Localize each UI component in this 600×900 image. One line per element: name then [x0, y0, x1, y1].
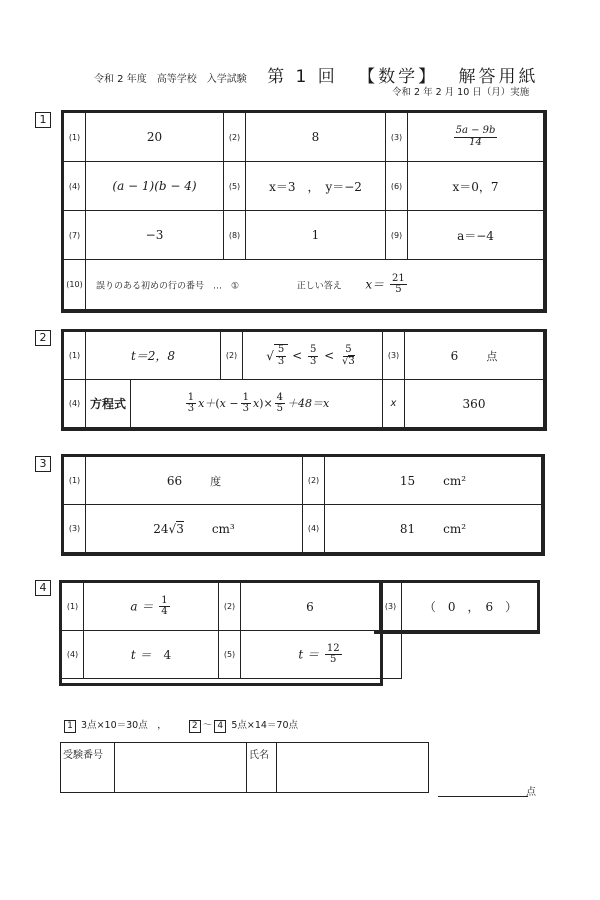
q2-4-f1-num: 1: [187, 391, 195, 403]
q1-5-answer: x＝3 ， y＝−2: [246, 162, 386, 211]
q3-4-answer: [325, 505, 542, 553]
q4-3-label: (3): [380, 583, 402, 631]
section-1-number: 1: [35, 112, 51, 128]
q2-3-answer: [405, 332, 544, 380]
score-line: [438, 795, 528, 797]
section-1-table: [63, 112, 544, 310]
exam-number-field[interactable]: [115, 743, 247, 793]
q2-2-lt-2: <: [324, 348, 335, 363]
q2-4-equation-label: 方程式: [86, 380, 131, 428]
round-title: 第 1 回: [267, 67, 338, 87]
q2-1-label: (1): [64, 332, 86, 380]
q3-2-value: 15: [399, 473, 416, 488]
section-2-table: [63, 331, 544, 428]
student-info-table: [60, 742, 429, 793]
q2-3-label: (3): [383, 332, 405, 380]
q2-2-label: (2): [221, 332, 243, 380]
q1-9-label: (9): [386, 211, 408, 260]
q2-2-answer: [243, 332, 383, 380]
q1-8-label: (8): [224, 211, 246, 260]
q2-4-f3-den: 5: [276, 403, 284, 414]
q1-10-variable: x＝: [365, 277, 385, 291]
q3-3-answer: 24√3 cm³: [86, 505, 303, 553]
section-4-table: [61, 582, 540, 679]
q1-3-label: (3): [386, 113, 408, 162]
exam-title: 令和 2 年度 高等学校 入学試験: [94, 74, 247, 85]
q1-1-label: (1): [64, 113, 86, 162]
q2-4-f1-den: 3: [187, 403, 195, 414]
q4-2-answer: 6: [241, 583, 380, 631]
q1-3-answer: [408, 113, 544, 162]
q4-1-den: 4: [161, 606, 168, 617]
q2-4-term-b: x −: [219, 396, 239, 410]
q3-3-label: (3): [64, 505, 86, 553]
q1-10-numerator: 21: [392, 272, 405, 284]
q2-1-answer: t＝2，8: [86, 332, 221, 380]
scoring-box-4: 4: [214, 720, 226, 733]
q2-4-equation: $\frac{1}{3}$ x＋(x − $\frac{1}{3}$ x)× $\frac{4}{5}$ ＋48＝x: [131, 380, 383, 428]
q2-4-term-c: x: [252, 396, 260, 410]
q3-1-label: (1): [64, 457, 86, 505]
q2-2-frac-den: 3: [309, 355, 317, 367]
q1-8-answer: 1: [246, 211, 386, 260]
q1-4-label: (4): [64, 162, 86, 211]
q3-2-label: (2): [303, 457, 325, 505]
subject-title: 【数学】: [358, 67, 439, 87]
q1-10-correct-label: 正しい答え: [296, 281, 342, 291]
q4-3-answer: （ 0 ， 6 ）: [402, 583, 540, 631]
q1-6-answer: x＝0，7: [408, 162, 544, 211]
q1-10-answer: [86, 260, 544, 310]
q4-4-variable: t ＝: [130, 648, 152, 662]
q4-4-value: 4: [163, 648, 172, 662]
scoring-box-2: 2: [189, 720, 201, 733]
scoring-note: [62, 717, 298, 733]
q2-2-lt-1: <: [292, 348, 303, 363]
score-label: 点: [526, 787, 536, 798]
q1-3-numerator: 5a − 9b: [455, 125, 496, 136]
sheet-title: 解答用紙: [458, 67, 539, 87]
q1-10-label: (10): [64, 260, 86, 310]
q3-4-unit: cm²: [443, 521, 467, 536]
q4-5-label: (5): [219, 631, 241, 679]
q3-1-value: 66: [166, 473, 183, 488]
q3-1-unit: 度: [210, 474, 222, 488]
scoring-text-2: 5点×14＝70点: [231, 720, 299, 731]
q1-10-error-line: 誤りのある初めの行の番号 … ①: [96, 281, 240, 291]
q3-2-answer: [325, 457, 542, 505]
q3-4-value: 81: [399, 521, 416, 536]
q2-4-term-a: x＋: [198, 396, 216, 410]
exam-date: 令和 2 年 2 月 10 日（月）実施: [392, 87, 530, 98]
name-field[interactable]: [277, 743, 429, 793]
section-4-number: 4: [35, 580, 51, 596]
q2-4-term-d: ＋48＝x: [287, 396, 330, 410]
q2-2-frac2-den-root: 3: [348, 355, 355, 367]
q3-4-label: (4): [303, 505, 325, 553]
section-3-number: 3: [35, 456, 51, 472]
q1-10-denominator: 5: [395, 284, 402, 295]
q4-4-answer: [84, 631, 219, 679]
q2-2-frac2-den: √3: [342, 355, 355, 367]
scoring-tilde: 〜: [202, 720, 213, 731]
q1-4-answer: (a − 1)(b − 4): [86, 162, 224, 211]
q4-5-answer: [241, 631, 402, 679]
q1-7-answer: −3: [86, 211, 224, 260]
q1-3-denominator: 14: [469, 136, 482, 148]
q2-4-f2-num: 1: [242, 391, 249, 403]
q4-1-variable: a ＝: [130, 599, 154, 613]
q4-5-den: 5: [330, 654, 337, 665]
q3-3-root: 3: [176, 521, 184, 536]
q2-3-unit: 点: [486, 349, 498, 363]
q1-1-answer: 20: [86, 113, 224, 162]
q4-5-variable: t ＝: [298, 647, 320, 661]
q1-6-label: (6): [386, 162, 408, 211]
name-label: 氏名: [247, 743, 277, 793]
scoring-text-1: 3点×10＝30点 ，: [81, 720, 167, 731]
q1-9-answer: a＝−4: [408, 211, 544, 260]
q1-2-answer: 8: [246, 113, 386, 162]
q1-2-label: (2): [224, 113, 246, 162]
q3-3-coef: 24: [153, 521, 169, 536]
exam-number-label: 受験番号: [61, 743, 115, 793]
q2-2-frac-num: 5: [309, 344, 317, 355]
q4-1-label: (1): [62, 583, 84, 631]
q4-empty-cell: [402, 631, 540, 679]
q4-1-num: 1: [161, 594, 168, 606]
q2-2-root: √ $\frac{5}{3}$: [266, 344, 288, 367]
q4-2-label: (2): [219, 583, 241, 631]
q1-5-label: (5): [224, 162, 246, 211]
q2-2-frac2-num: 5: [345, 344, 352, 355]
section-3-table: [63, 456, 542, 553]
q4-5-num: 12: [326, 642, 340, 654]
q3-1-answer: [86, 457, 303, 505]
q4-4-label: (4): [62, 631, 84, 679]
q2-4-f3-num: 4: [276, 391, 284, 403]
q4-1-answer: [84, 583, 219, 631]
q2-4-f2-den: 3: [242, 403, 249, 414]
q2-4-answer: 360: [405, 380, 544, 428]
section-2-number: 2: [35, 330, 51, 346]
q2-4-var-label: x: [383, 380, 405, 428]
q2-4-label: (4): [64, 380, 86, 428]
q3-3-unit: cm³: [211, 521, 235, 536]
q2-2-root-num: 5: [277, 344, 285, 355]
q1-7-label: (7): [64, 211, 86, 260]
q2-2-root-den: 3: [277, 355, 285, 367]
q3-2-unit: cm²: [443, 473, 467, 488]
scoring-box-1: 1: [64, 720, 76, 733]
q2-3-value: 6: [450, 348, 459, 363]
